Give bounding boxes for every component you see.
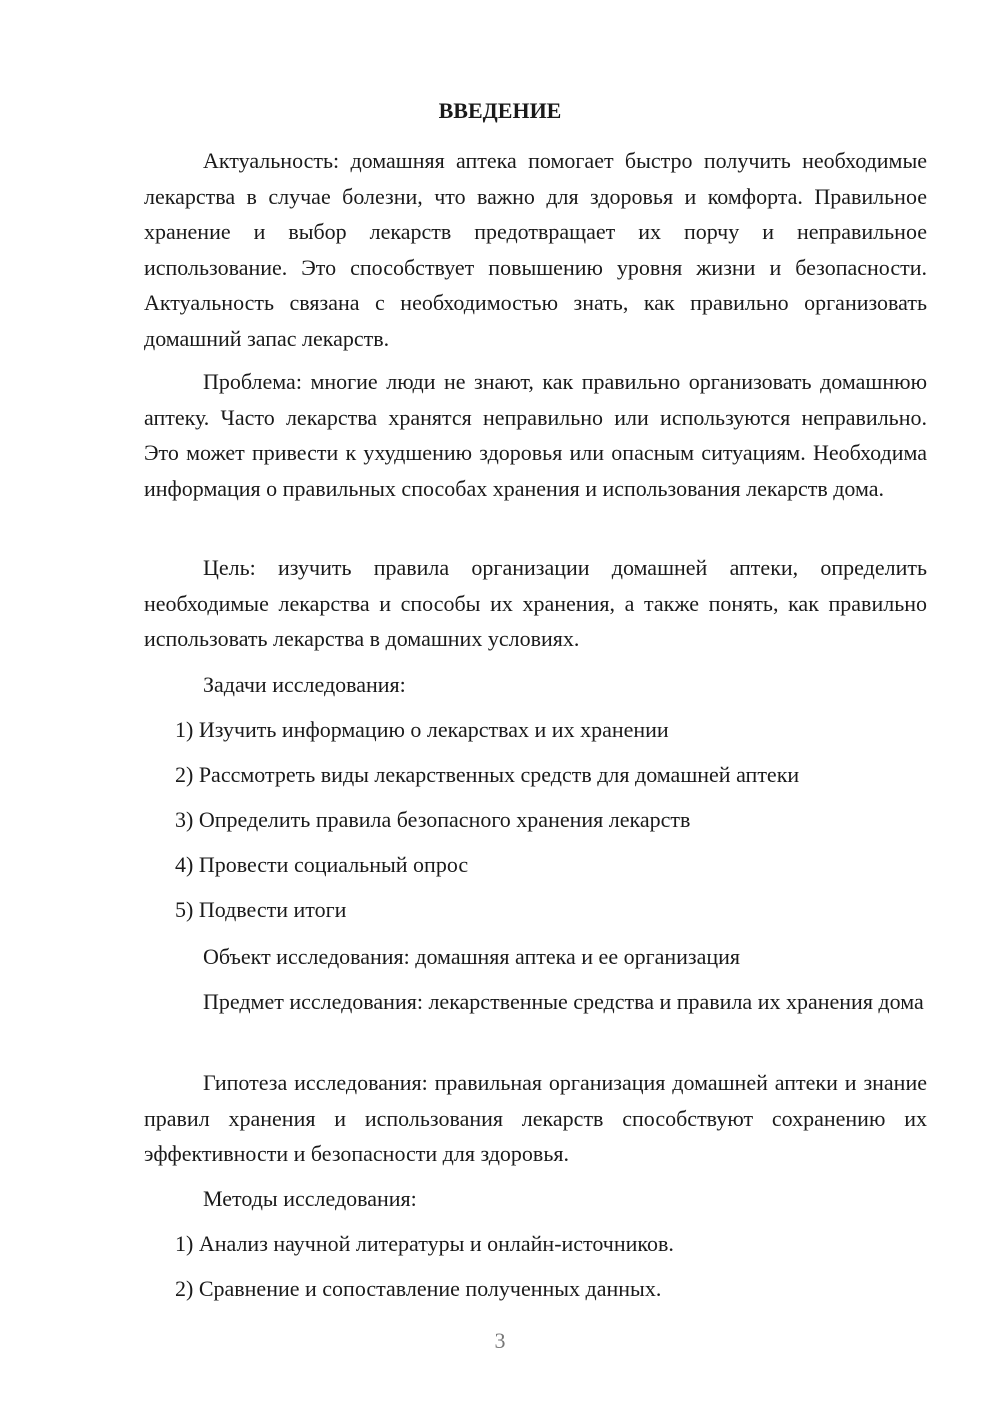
paragraph-object: Объект исследования: домашняя аптека и ее организация	[203, 944, 741, 969]
list-item: 3) Определить правила безопасного хранения лекарств	[175, 807, 691, 832]
tasks-heading: Задачи исследования:	[203, 672, 406, 697]
methods-heading: Методы исследования:	[203, 1186, 417, 1211]
page-number: 3	[494, 1328, 506, 1353]
list-item: 2) Сравнение и сопоставление полученных данных.	[175, 1276, 662, 1301]
paragraph-hypothesis: Гипотеза исследования: правильная организация домашней аптеки и знание правил хранения и использования лекарств способствуют сохранению их эффективности и безопасности для здоровья.	[144, 1070, 927, 1166]
list-item: 1) Анализ научной литературы и онлайн-источников.	[175, 1231, 674, 1256]
paragraph-subject: Предмет исследования: лекарственные средства и правила их хранения дома	[203, 989, 924, 1014]
list-item: 4) Провести социальный опрос	[175, 852, 469, 877]
paragraph-goal: Цель: изучить правила организации домашней аптеки, определить необходимые лекарства и способы их хранения, а также понять, как правильно использовать лекарства в домашних условиях.	[144, 555, 927, 651]
paragraph-actuality: Актуальность: домашняя аптека помогает быстро получить необходимые лекарства в случае болезни, что важно для здоровья и комфорта. Правильное хранение и выбор лекарств предотвращает их порчу и неправильное использование. Это способствует повышению уровня жизни и безопасности. Актуальность связана с необходимостью знать, как правильно организовать домашний запас лекарств.	[144, 148, 927, 351]
list-item: 2) Рассмотреть виды лекарственных средств для домашней аптеки	[175, 762, 800, 787]
list-item: 1) Изучить информацию о лекарствах и их хранении	[175, 717, 669, 742]
section-title: ВВЕДЕНИЕ	[438, 98, 562, 123]
list-item: 5) Подвести итоги	[175, 897, 347, 922]
paragraph-problem: Проблема: многие люди не знают, как правильно организовать домашнюю аптеку. Часто лекарства хранятся неправильно или используются неправильно. Это может привести к ухудшению здоровья или опасным ситуациям. Необходима информация о правильных способах хранения и использования лекарств дома.	[144, 369, 927, 501]
